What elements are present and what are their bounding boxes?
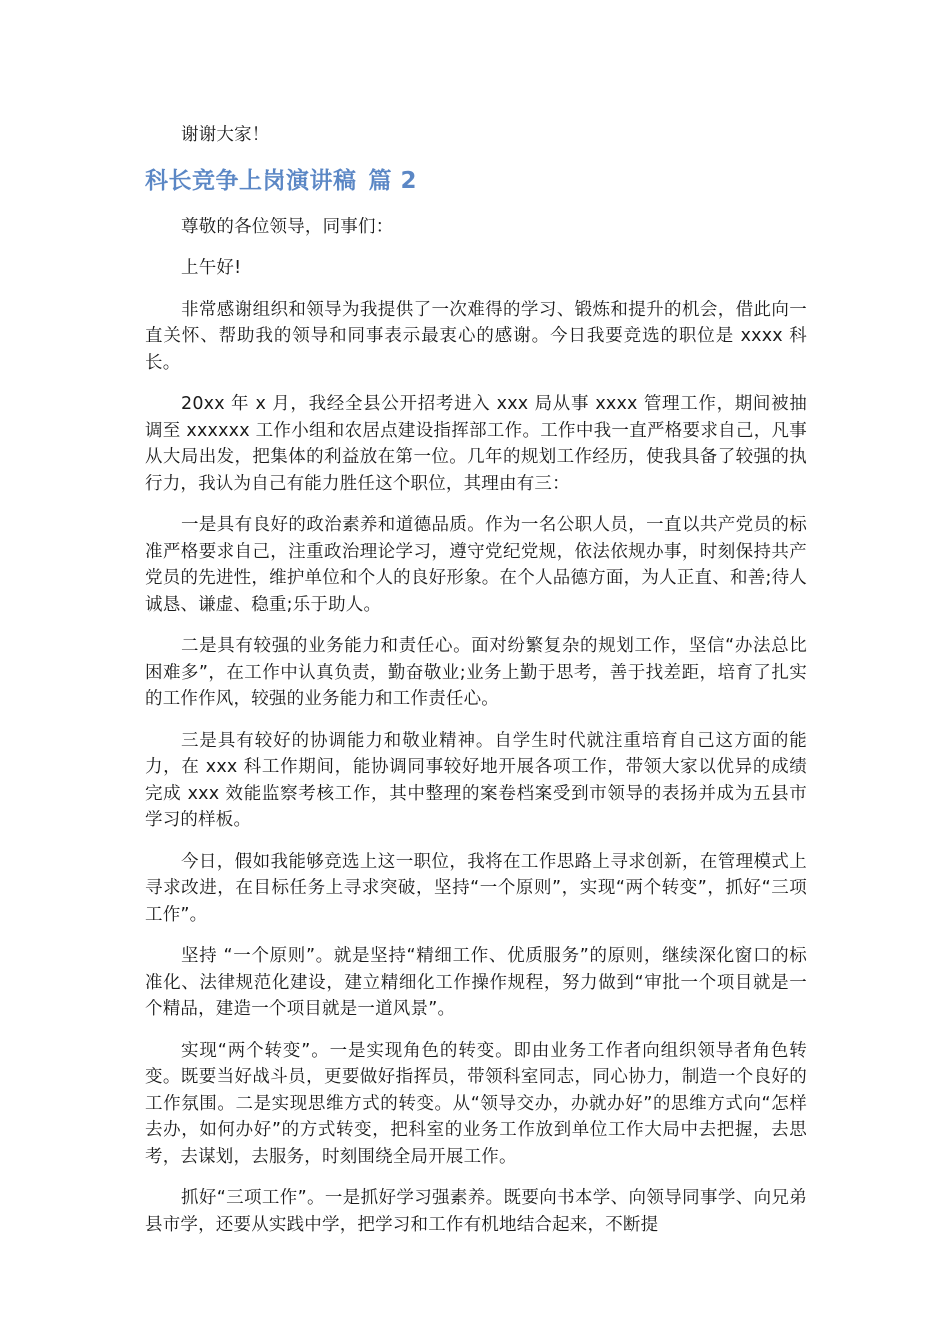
- salutation: 尊敬的各位领导，同事们：: [181, 216, 394, 237]
- document-body: [145, 122, 807, 1253]
- paragraph: 非常感谢组织和领导为我提供了一次难得的学习、锻炼和提升的机会，借此向一直关怀、帮助我的领导和同事表示最衷心的感谢。今日我要竞选的职位是 xxxx 科长。: [145, 299, 807, 373]
- closing-line: 谢谢大家！: [181, 125, 270, 145]
- paragraph: 三是具有较好的协调能力和敬业精神。自学生时代就注重培育自己这方面的能力，在 xxx 科工作期间，能协调同事较好地开展各项工作，带领大家以优异的成绩完成 xxx 效能监察考核工作，其中整理的案卷档案受到市领导的表扬并成为五县市学习的样板。: [145, 730, 807, 830]
- section-heading: [145, 164, 807, 198]
- paragraph: 今日，假如我能够竞选上这一职位，我将在工作思路上寻求创新，在管理模式上寻求改进，在目标任务上寻求突破，坚持“一个原则”，实现“两个转变”，抓好“三项工作”。: [145, 851, 807, 925]
- section-title: 科长竞争上岗演讲稿: [145, 167, 357, 194]
- section-number: 篇 2: [368, 167, 418, 194]
- paragraph: 20xx 年 x 月，我经全县公开招考进入 xxx 局从事 xxxx 管理工作，期间被抽调至 xxxxxx 工作小组和农居点建设指挥部工作。工作中我一直严格要求自己，凡事从大局出发，把集体的利益放在第一位。几年的规划工作经历，使我具备了较强的执行力，我认为自己有能力胜任这个职位，其理由有三：: [145, 394, 807, 494]
- paragraph: 坚持 “一个原则”。就是坚持“精细工作、优质服务”的原则，继续深化窗口的标准化、法律规范化建设，建立精细化工作操作规程，努力做到“审批一个项目就是一个精品，建造一个项目就是一道风景”。: [145, 946, 807, 1019]
- greeting: 上午好!: [181, 258, 242, 278]
- paragraph: 实现“两个转变”。一是实现角色的转变。即由业务工作者向组织领导者角色转变。既要当好战斗员，更要做好指挥员，带领科室同志，同心协力，制造一个良好的工作氛围。二是实现思维方式的转变。从“领导交办，办就办好”的思维方式向“怎样去办，如何办好”的方式转变，把科室的业务工作放到单位工作大局中去把握，去思考，去谋划，去服务，时刻围绕全局开展工作。: [145, 1040, 807, 1167]
- paragraph: 一是具有良好的政治素养和道德品质。作为一名公职人员，一直以共产党员的标准严格要求自己，注重政治理论学习，遵守党纪党规，依法依规办事，时刻保持共产党员的先进性，维护单位和个人的良好形象。在个人品德方面，为人正直、和善;待人诚恳、谦虚、稳重;乐于助人。: [145, 515, 807, 615]
- paragraph: 二是具有较强的业务能力和责任心。面对纷繁复杂的规划工作，坚信“办法总比困难多”，在工作中认真负责，勤奋敬业;业务上勤于思考，善于找差距，培育了扎实的工作作风，较强的业务能力和工作责任心。: [145, 636, 807, 709]
- paragraph: 抓好“三项工作”。一是抓好学习强素养。既要向书本学、向领导同事学、向兄弟县市学，还要从实践中学，把学习和工作有机地结合起来，不断提: [145, 1188, 807, 1235]
